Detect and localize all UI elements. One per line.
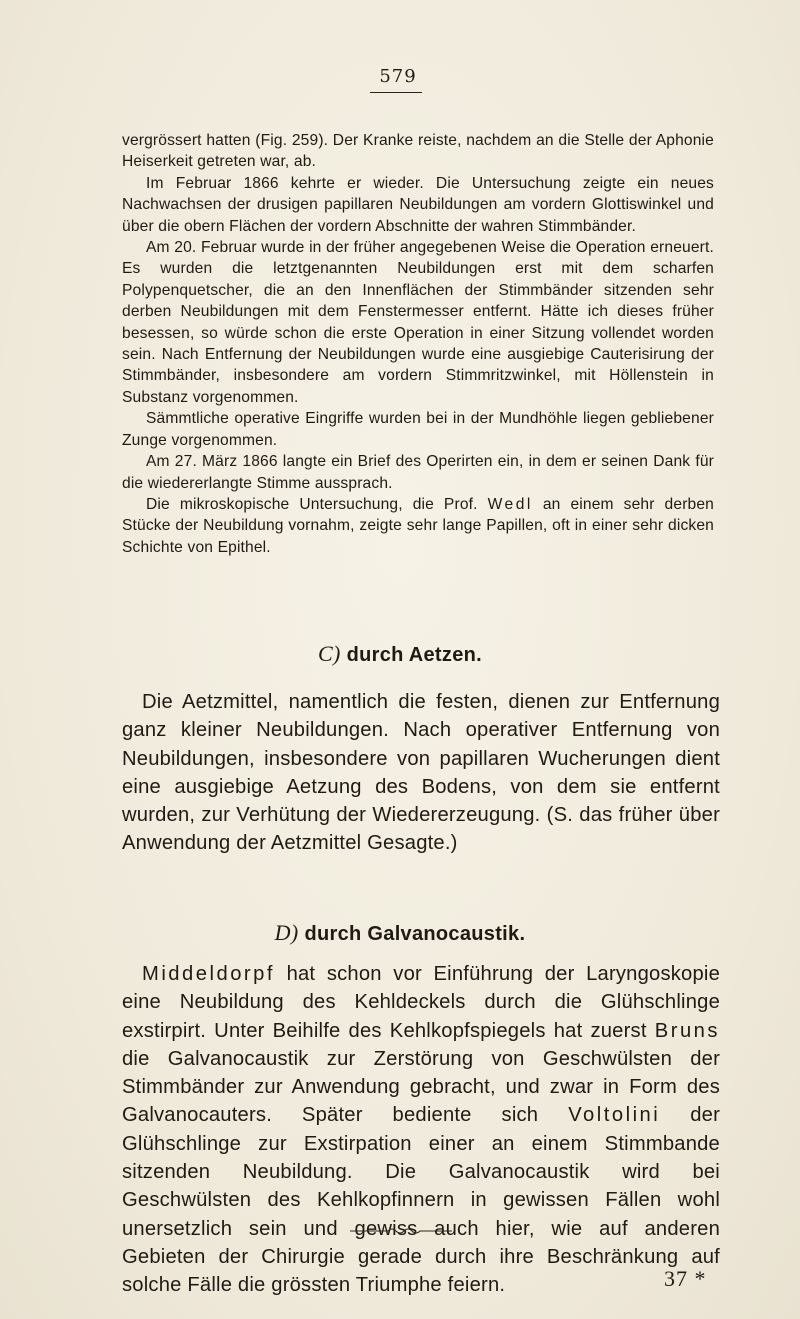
signature-mark: 37 * [664, 1266, 707, 1291]
page-number: 579 [379, 66, 417, 87]
section-d-body [122, 960, 720, 1300]
paragraph: Sämmtliche operative Eingriffe wurden bei in der Mundhöhle liegen gebliebener Zunge vorgenommen. [122, 410, 714, 449]
author-name: Wedl [487, 495, 533, 513]
section-letter: D) [274, 920, 299, 945]
paragraph-text: an einem sehr derben Stücke der Neubildung vornahm, zeigte sehr lange Papillen, oft in einer sehr dicken Schichte von Epithel. [122, 495, 715, 556]
paragraph: vergrössert hatten (Fig. 259). Der Kranke reiste, nachdem an die Stelle der Aphonie Heiserkeit getreten war, ab. [122, 132, 714, 171]
paragraph-text: Die mikroskopische Untersuchung, die Prof. [146, 495, 478, 513]
author-name: Middeldorpf [142, 963, 275, 985]
page-number-underline [370, 92, 422, 93]
paragraph [122, 960, 720, 1300]
paragraph: Im Februar 1866 kehrte er wieder. Die Untersuchung zeigte ein neues Nachwachsen der drusigen papillaren Neubildungen am vordern Glottiswinkel und über die obern Flächen der vordern Abschnitte der wahren Stimmbänder. [122, 174, 714, 235]
section-heading-d [0, 920, 800, 946]
author-name: Voltolini [568, 1104, 661, 1127]
author-name: Bruns [654, 1019, 720, 1042]
paragraph [122, 494, 714, 558]
section-title: durch Aetzen. [346, 644, 482, 666]
section-c-body [122, 688, 720, 858]
end-ornament-icon [348, 1226, 454, 1236]
paragraph: Die Aetzmittel, namentlich die festen, dienen zur Entfernung ganz kleiner Neubildungen. Nach operativer Entfernung von Neubildungen, insbesondere von papillaren Wucherungen dient eine ausgiebige Aetzung des Bodens, von dem sie entfernt wurden, zur Verhütung der Wiedererzeugung. (S. das früher über Anwendung der Aetzmittel Gesagte.) [122, 691, 720, 855]
paragraph: Am 20. Februar wurde in der früher angegebenen Weise die Operation erneuert. Es wurden die letztgenannten Neubildungen erst mit dem scharfen Polypenquetscher, die an den Innenflächen der Stimmbänder sitzenden sehr derben Neubildungen mit dem Fenstermesser entfernt. Hätte ich dieses früher besessen, so würde schon die erste Operation in einer Sitzung vollendet worden sein. Nach Entfernung der Neubildungen wurde eine ausgiebige Cauterisirung der Stimmbänder, insbesondere am vordern Stimmritzwinkel, mit Höllenstein in Substanz vorgenommen. [122, 239, 714, 406]
section-heading-c [0, 641, 800, 667]
paragraph-text: der Glühschlinge zur Exstirpation einer an einem Stimmbande sitzenden Neubildung. Die Galvanocaustik wird bei Geschwülsten des Kehlkopfinnern in gewissen Fällen wohl unersetzlich sein und gewiss auch hier, wie auf anderen Gebieten der Chirurgie gerade durch ihre Beschränkung auf solche Fälle die grössten Triumphe feiern. [122, 1104, 720, 1297]
case-report-text [122, 130, 714, 558]
section-title: durch Galvanocaustik. [304, 923, 526, 945]
paragraph-text: die Galvanocaustik zur Zerstörung von Geschwülsten der Stimmbänder zur Anwendung gebracht, und zwar in Form des Galvanocauters. Später bediente sich [122, 1047, 720, 1127]
paragraph-text: hat schon vor Einführung der Laryngoskopie eine Neubildung des Kehldeckels durch die Glühschlinge exstirpirt. Unter Beihilfe des Kehlkopfspiegels hat zuerst [122, 963, 720, 1042]
paragraph: Am 27. März 1866 langte ein Brief des Operirten ein, in dem er seinen Dank für die wiedererlangte Stimme aussprach. [122, 453, 714, 492]
section-letter: C) [317, 641, 341, 666]
